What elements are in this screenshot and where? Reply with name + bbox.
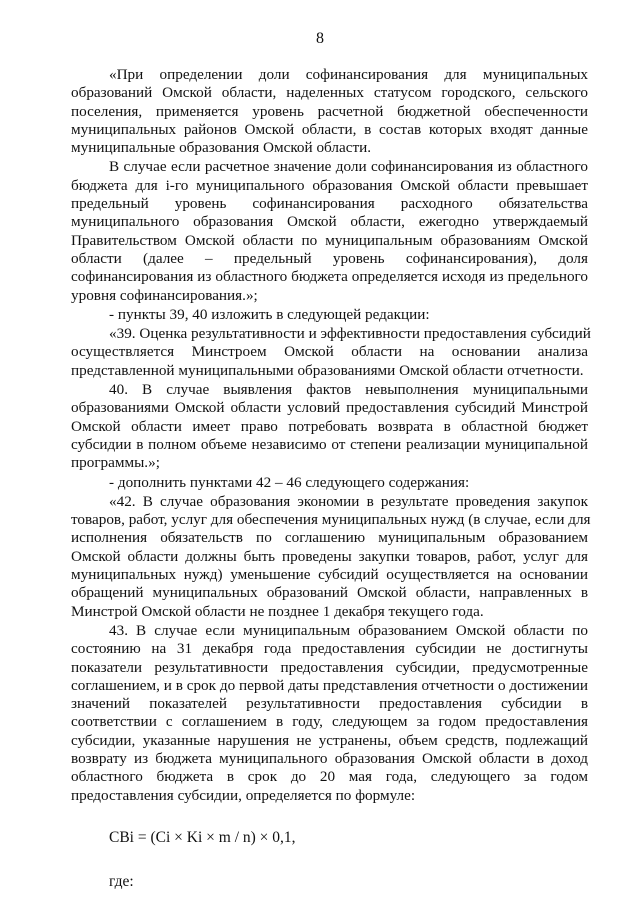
text-line: показатели результативности предоставления субсидии, предусмотренные (71, 658, 588, 676)
text-line: «39. Оценка результативности и эффективности предоставления субсидий (109, 325, 591, 343)
text-line: Омской области имеет право потребовать возврата в областной бюджет (71, 417, 588, 435)
text-line: муниципальные образования Омской области. (71, 139, 372, 157)
text-line: - дополнить пунктами 42 – 46 следующего содержания: (109, 473, 470, 491)
text-line: софинансирования из областного бюджета определяется исходя из предельного (71, 268, 588, 286)
text-line: предоставления субсидии, определяется по формуле: (71, 786, 416, 804)
formula: СВi = (Ci × Ki × m / n) × 0,1, (109, 828, 296, 846)
text-line: субсидии, указанные нарушения не устранены, объем средств, подлежащий (71, 731, 588, 749)
text-line: Минстрой Омской области не позднее 1 декабря текущего года. (71, 602, 484, 620)
paragraph-item-39 (71, 325, 591, 380)
paragraph-calculated-share (71, 158, 588, 304)
text-line: состоянию на 31 декабря года предоставления субсидии не достигнуты (71, 640, 588, 658)
text-line: субсидии в полном объеме независимо от степени реализации муниципальной (71, 435, 588, 453)
text-line: 43. В случае если муниципальным образованием Омской области по (109, 621, 588, 639)
text-line: «При определении доли софинансирования для муниципальных (109, 66, 588, 83)
text-line: поселения, применяется уровень расчетной бюджетной обеспеченности (71, 102, 588, 120)
paragraph-add-42-46 (71, 474, 588, 492)
paragraph-item-42 (71, 492, 591, 621)
text-line: обращений муниципальных образований Омской области, направленных в (71, 584, 588, 602)
paragraph-amend-39-40 (71, 306, 588, 324)
text-line: образований Омской области, наделенных статусом городского, сельского (71, 84, 588, 102)
paragraph-sofinancing-share (71, 66, 588, 157)
paragraph-item-40 (71, 381, 588, 472)
text-line: Омской области должны быть проведены закупки товаров, работ, услуг для (71, 547, 588, 565)
text-line: значений показателей результативности предоставления субсидии в (71, 695, 588, 713)
text-line: программы.»; (71, 454, 160, 472)
text-line: соответствии с соглашением в году, следующем за годом предоставления (71, 713, 588, 731)
text-line: предельный уровень софинансирования расходного обязательства (71, 195, 588, 213)
text-line: возврату из бюджета муниципального образования Омской области в доход (71, 749, 588, 767)
document-body (71, 66, 591, 891)
text-line: В случае если расчетное значение доли софинансирования из областного (109, 158, 588, 176)
text-line: 40. В случае выявления фактов невыполнения муниципальными (109, 381, 588, 399)
text-line: муниципальных районов Омской области, в состав которых входят данные (71, 120, 588, 138)
text-line: товаров, работ, услуг для обеспечения муниципальных нужд (в случае, если для (71, 511, 591, 529)
text-line: областного бюджета в срок до 20 мая года, следующего за годом (71, 768, 588, 786)
text-line: области (далее – предельный уровень софинансирования), доля (71, 249, 588, 267)
text-line: представленной муниципальными образованиями Омской области отчетности. (71, 361, 584, 379)
text-line: соглашением, и в срок до первой даты представления отчетности о достижении (71, 676, 588, 694)
paragraph-item-43 (71, 622, 588, 805)
text-line: «42. В случае образования экономии в результате проведения закупок (109, 492, 588, 510)
text-line: бюджета для i-го муниципального образования Омской области превышает (71, 176, 588, 194)
text-line: - пункты 39, 40 изложить в следующей редакции: (109, 305, 430, 323)
page-number: 8 (316, 30, 324, 47)
text-line: исполнения обязательств по соглашению муниципальным образованием (71, 529, 588, 547)
formula-where-label: где: (109, 873, 134, 891)
text-line: муниципальных нужд) уменьшение субсидий осуществляется на основании (71, 566, 588, 584)
text-line: муниципального образования Омской области, ежегодно утверждаемый (71, 213, 588, 231)
text-line: осуществляется Минстроем Омской области на основании анализа (71, 343, 588, 361)
text-line: образованиями Омской области условий предоставления субсидий Минстрой (71, 399, 588, 417)
text-line: уровня софинансирования.»; (71, 286, 258, 304)
text-line: Правительством Омской области по муниципальным образованиям Омской (71, 231, 588, 249)
